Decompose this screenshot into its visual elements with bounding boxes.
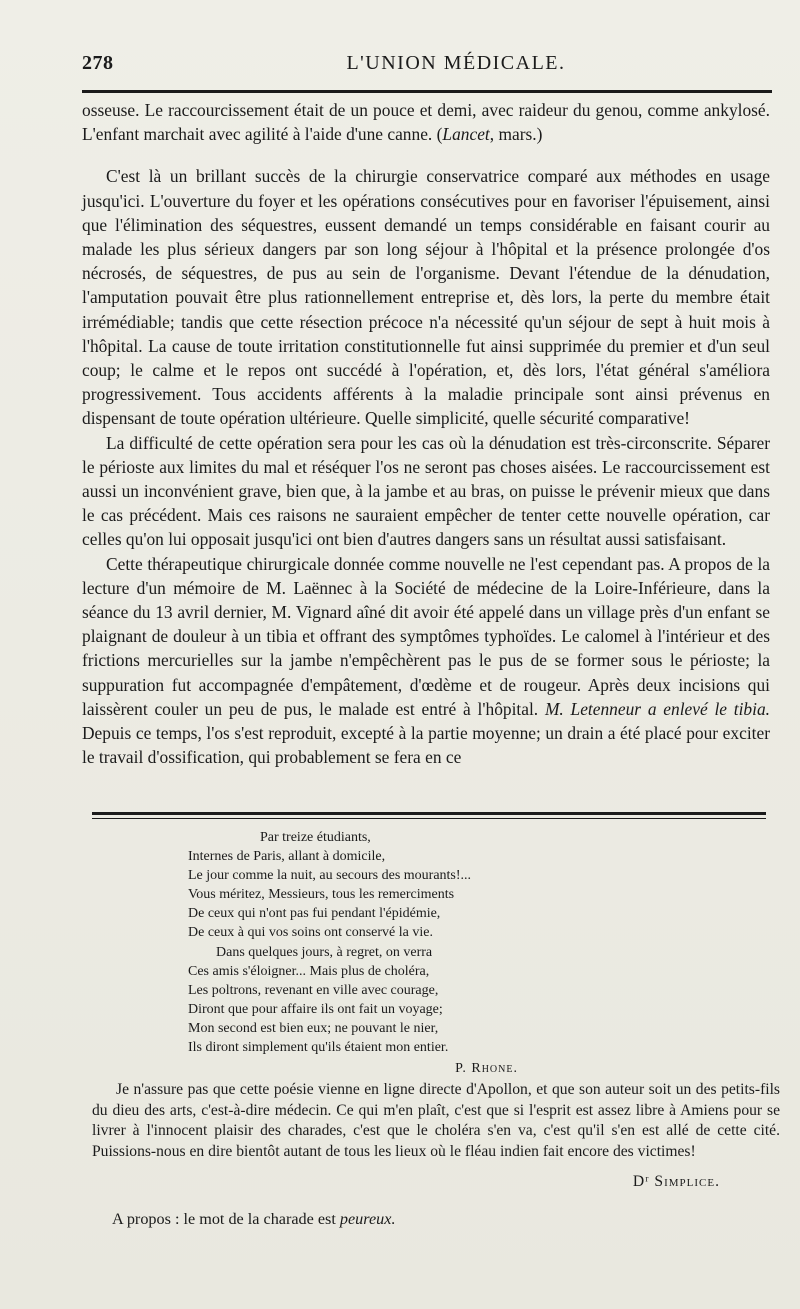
paragraph-2: C'est là un brillant succès de la chirurgie conservatrice comparé aux méthodes en usage jusqu'ici. L'ouverture du foyer et les opérations consécutives pour en favoriser l'épuisement, ainsi que l'élimination des séquestres, eussent demandé un temps considérable en faisant courir au malade les plus sérieux dangers par son long séjour à l'hôpital et la présence prolongée d'os nécrosés, de séquestres, de pus au sein de l'organisme. Devant l'étendue de la dénudation, l'amputation pouvait être plus rationnellement entreprise et, dès lors, la perte du membre était irrémédiable; tandis que cette résection précoce n'a nécessité qu'un séjour de sept à huit mois à l'hôpital. La cause de toute irritation constitutionnelle fut ainsi supprimée du premier et d'un seul coup; le calme et le repos ont succédé à l'opération, et, dès lors, l'état général s'améliora progressivement. Tous accidents afférents à la maladie principale sont ainsi prévenus en dispensant de toute opération ultérieure. Quelle simplicité, quelle sécurité comparative! bbox=[82, 166, 770, 429]
header-rule bbox=[82, 90, 772, 93]
poem-line: Par treize étudiants, bbox=[260, 830, 371, 845]
poem-line: Les poltrons, revenant en ville avec courage, bbox=[188, 982, 439, 998]
article-body bbox=[82, 98, 770, 769]
poem-line: Ils diront simplement qu'ils étaient mon entier. bbox=[188, 1040, 449, 1056]
poem-line: Vous méritez, Messieurs, tous les remerciments bbox=[188, 887, 455, 903]
paragraph-1 bbox=[82, 98, 770, 146]
poem-line: Dans quelques jours, à regret, on verra bbox=[216, 944, 433, 960]
paragraph-3: La difficulté de cette opération sera pour les cas où la dénudation est très-circonscrite. Séparer le périoste aux limites du mal et réséquer l'os ne seront pas choses aisées. Le raccourcissement est aussi un inconvénient grave, bien que, à la jambe et au bras, on puisse le prévenir mieux que dans le cas précédent. Mais ces raisons ne sauraient empêcher de tenter cette nouvelle opération, car celles qu'on lui opposait jusqu'ici ont bien d'autres dangers sans un résultat aussi satisfaisant. bbox=[82, 432, 770, 550]
answer-label: A propos : le mot de la charade est bbox=[112, 1210, 336, 1228]
closing-remarks bbox=[92, 1080, 780, 1193]
paragraph-4-text: Cette thérapeutique chirurgicale donnée comme nouvelle ne l'est cependant pas. A propos de la lecture d'un mémoire de M. Laënnec à la Société de médecine de la Loire-Inférieure, dans la séance du 13 avril dernier, M. Vignard aîné dit avoir été appelé dans un village près d'un enfant se plaignant de douleur à un tibia et offrant des symptômes typhoïdes. Le calomel à l'intérieur et des frictions mercurielles sur la jambe n'empêchèrent pas le pus de se former sous le périoste; la suppuration fut accompagnée d'empâtement, d'œdème et de rougeur. Après deux incisions qui laissèrent couler un peu de pus, le malade est entré à l'hôpital. bbox=[82, 553, 770, 719]
source-citation: Lancet bbox=[442, 124, 490, 145]
poem-signature: P. Rhone. bbox=[455, 1061, 518, 1077]
poem-line: De ceux à qui vos soins ont conservé la vie. bbox=[188, 925, 433, 941]
poem-line: Diront que pour affaire ils ont fait un voyage; bbox=[188, 1001, 443, 1017]
paragraph-1-text: osseuse. Le raccourcissement était de un pouce et demi, avec raideur du genou, comme ankylosé. L'enfant marchait avec agilité à l'aide d'une canne. ( bbox=[82, 100, 770, 145]
paragraph-4-italic: M. Letenneur a enlevé le tibia. bbox=[544, 698, 771, 719]
paragraph-4 bbox=[82, 552, 770, 770]
charade-answer-note bbox=[112, 1210, 396, 1229]
poem-line: Mon second est bien eux; ne pouvant le nier, bbox=[188, 1020, 439, 1036]
running-head: L'UNION MÉDICALE. bbox=[346, 52, 566, 74]
answer-word: peureux. bbox=[339, 1210, 396, 1228]
closing-paragraph: Je n'assure pas que cette poésie vienne en ligne directe d'Apollon, et que son auteur soit un des petits-fils du dieu des arts, c'est-à-dire médecin. Ce qui m'en plaît, c'est que si l'esprit est assez libre à Amiens pour se livrer à l'innocent plaisir des charades, c'est que le choléra s'en va, c'est qu'il s'en est allé de cette cité. Puissions-nous en dire bientôt autant de tous les lieux où le fléau indien fait encore des victimes! bbox=[92, 1081, 780, 1160]
paragraph-4-end: Depuis ce temps, l'os s'est reproduit, excepté à la partie moyenne; un drain a été placé pour exciter le travail d'ossification, qui probablement se fera en ce bbox=[82, 723, 770, 768]
closing-signature: Dʳ Simplice. bbox=[632, 1173, 720, 1190]
poem-line: Ces amis s'éloigner... Mais plus de choléra, bbox=[188, 963, 430, 979]
section-divider bbox=[92, 812, 766, 815]
poem-line: De ceux qui n'ont pas fui pendant l'épidémie, bbox=[188, 906, 441, 922]
paragraph-1-end: , mars.) bbox=[489, 124, 543, 145]
poem-line: Internes de Paris, allant à domicile, bbox=[188, 849, 386, 865]
charade-poem bbox=[188, 828, 588, 1078]
page-number: 278 bbox=[82, 52, 114, 74]
section-divider-thin bbox=[92, 818, 766, 819]
page-header bbox=[82, 52, 770, 82]
poem-line: Le jour comme la nuit, au secours des mourants!... bbox=[188, 868, 472, 884]
